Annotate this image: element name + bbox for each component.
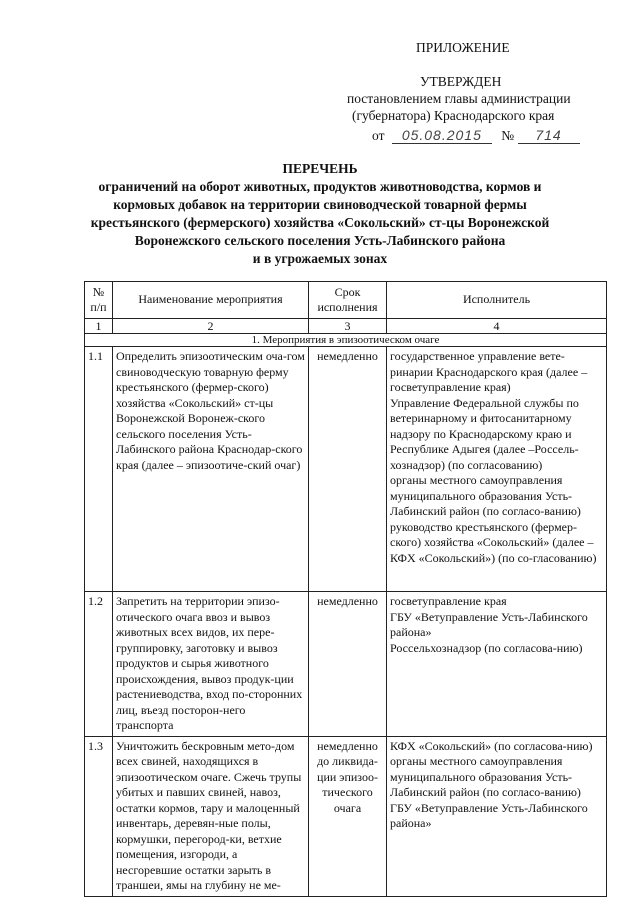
section-row [85,334,607,347]
title-line-2: кормовых добавок на территории свиноводческой товарной фермы [113,197,527,212]
executor-item: органы местного самоуправления муниципального образования Усть-Лабинский район (по согласо-ванию) [390,473,581,518]
column-number-row [85,319,607,334]
appendix-label: ПРИЛОЖЕНИЕ [416,40,510,55]
row-term: немедленно [309,592,387,737]
executor-item: органы местного самоуправления муниципального образования Усть-Лабинский район (по согласо-ванию) [390,754,581,799]
document-heading: ПЕРЕЧЕНЬ [282,161,358,176]
row-action: Определить эпизоотическим оча-гом свиноводческую товарную ферму крестьянского (фермер-ского) хозяйства «Сокольский» ст-цы Воронежской Воронеж-ского сельского поселения Усть-Лабинского района Краснодар-ского края (далее – эпизоотиче-ский очаг) [113,347,309,592]
executor-item: ГБУ «Ветуправление Усть-Лабинского района» [390,800,588,830]
table-row [85,736,607,896]
approved-label: УТВЕРЖДЕН [420,74,502,89]
column-number: 2 [113,319,309,334]
table-row [85,592,607,737]
handwritten-date: 05.08.2015 [392,127,492,144]
column-number: 3 [309,319,387,334]
table-row [85,347,607,592]
executor-item: КФХ «Сокольский» (по согласова-нию) [390,738,593,753]
executor-item: государственное управление вете-ринарии Краснодарского края (далее – госветуправление края) [390,349,588,394]
row-number: 1.1 [85,347,113,592]
section-title: 1. Мероприятия в эпизоотическом очаге [85,334,607,347]
row-term: немедленно до ликвида-ции эпизоо-тического очага [309,736,387,896]
table-header-row [85,282,607,319]
title-line-5: и в угрожаемых зонах [252,251,388,266]
col-header-term: Срок исполнения [309,282,387,319]
col-header-action: Наименование мероприятия [113,282,309,319]
row-executors [387,736,607,896]
column-number: 1 [85,319,113,334]
row-term: немедленно [309,347,387,592]
approval-date-line [372,127,580,144]
restrictions-table [84,281,607,897]
row-executors [387,592,607,737]
title-line-4: Воронежского сельского поселения Усть-Лабинского района [134,233,506,248]
approval-line-1: постановлением главы администрации [347,91,571,106]
row-number: 1.2 [85,592,113,737]
executor-item: ГБУ «Ветуправление Усть-Лабинского района» [390,609,588,639]
handwritten-number: 714 [518,127,580,144]
executor-item: руководство крестьянского (фермер-ского) хозяйства «Сокольский» (далее – КФХ «Сокольский») (по со-гласованию) [390,519,597,565]
number-label: № [501,128,515,143]
title-line-3: крестьянского (фермерского) хозяйства «Сокольский» ст-цы Воронежской [90,215,550,230]
approval-line-2: (губернатора) Краснодарского края [352,108,555,123]
title-line-1: ограничений на оборот животных, продуктов животноводства, кормов и [98,179,542,194]
row-executors [387,347,607,592]
col-header-executor: Исполнитель [387,282,607,319]
executor-item: Управление Федеральной службы по ветеринарному и фитосанитарному надзору по Краснодарскому краю и Республике Адыгея (далее –Россель-хознадзор) (по согласованию) [390,395,579,472]
column-number: 4 [387,319,607,334]
row-number: 1.3 [85,736,113,896]
col-header-number: № п/п [85,282,113,319]
executor-item: Россельхознадзор (по согласова-нию) [390,640,583,655]
row-action: Уничтожить бескровным мето-дом всех свиней, находящихся в эпизоотическом очаге. Сжечь трупы убитых и павших свиней, навоз, остатки кормов, тару и малоценный инвентарь, деревян-ные полы, кормушки, перегород-ки, ветхие помещения, изгороди, а несгоревшие остатки зарыть в траншеи, ямы на глубину не ме- [113,736,309,896]
row-action: Запретить на территории эпизо-отического очага ввоз и вывоз животных всех видов, их пере-группировку, заготовку и вывоз продуктов и сырья животного происхождения, вывоз продук-ции растениеводства, вход по-сторонних лиц, въезд посторон-него транспорта [113,592,309,737]
executor-item: госветуправление края [390,594,507,608]
from-label: от [372,128,385,143]
